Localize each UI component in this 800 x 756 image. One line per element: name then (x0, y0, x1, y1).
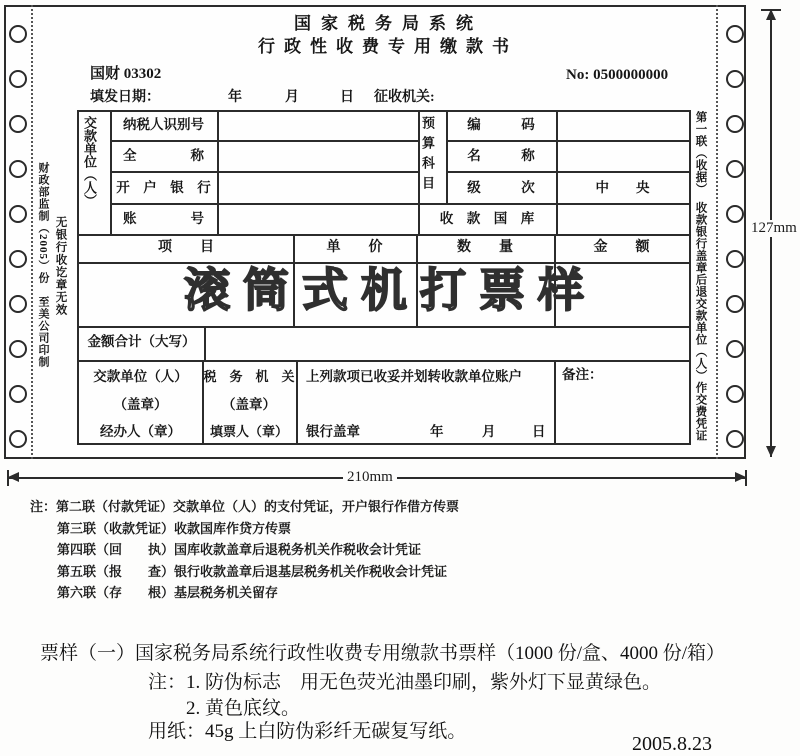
sprocket-hole (726, 70, 744, 88)
notes-prefix: 注： (30, 499, 57, 514)
note-line: 第四联（回 执）国库收款盖章后退税务机关作税收会计凭证 (57, 542, 422, 557)
sprocket-hole (726, 430, 744, 448)
caption-date: 2005.8.23 (632, 733, 712, 755)
unit-price-column-header: 单 价 (326, 240, 383, 255)
sprocket-hole (9, 340, 27, 358)
print-authority-strip: 财政部监制（2005）份 至美公司印制 (37, 162, 49, 368)
invalid-without-bank-seal-strip: 无银行收讫章无效 (54, 216, 67, 316)
year-label: 年 (430, 424, 444, 439)
month-label: 月 (482, 424, 496, 439)
day-label: 日 (340, 90, 354, 105)
sprocket-hole (726, 25, 744, 43)
table-line (77, 262, 689, 264)
form-title-line2: 行政性收费专用缴款书 (258, 37, 518, 56)
year-label: 年 (228, 90, 242, 105)
table-line (77, 443, 691, 445)
copies-notes-block (30, 496, 459, 604)
table-line (446, 140, 689, 142)
arrow-down-icon (766, 446, 776, 457)
table-line (77, 360, 689, 362)
sprocket-hole (9, 385, 27, 403)
table-line (554, 360, 556, 443)
table-line (110, 140, 418, 142)
bank-confirmation-text: 上列款项已收妥并划转收款单位账户 (306, 369, 522, 384)
payer-seal-title: 交款单位（人） (93, 369, 188, 384)
remark-label: 备注： (562, 367, 603, 382)
full-name-label: 全 称 (123, 148, 204, 163)
copy-one-receipt-strip: 第一联（收据） 收款银行盖章后退交款单位（人）作交费凭证 (694, 111, 707, 442)
note-line: 第五联（报 查）银行收款盖章后退基层税务机关作税收会计凭证 (57, 563, 448, 579)
caption-note1: 注：1. 防伪标志 用无色荧光油墨印刷，紫外灯下显黄绿色。 (148, 672, 662, 693)
arrow-right-icon (735, 472, 746, 482)
sprocket-hole (9, 160, 27, 178)
table-line (77, 234, 689, 236)
sprocket-hole (726, 160, 744, 178)
handler-seal-label: 经办人（章） (100, 424, 181, 439)
note-line: 第三联（收款凭证）收款国库作贷方传票 (57, 520, 292, 536)
tax-organ-title: 税 务 机 关 (203, 369, 295, 384)
payer-unit-side-label: 交款单位（人） (82, 116, 97, 207)
table-line (556, 110, 558, 234)
width-dimension-label: 210mm (343, 469, 397, 486)
quantity-column-header: 数 量 (457, 240, 513, 255)
budget-level-value: 中 央 (595, 180, 650, 195)
arrow-up-icon (766, 9, 776, 20)
tax-organ-stamp: （盖章） (222, 397, 276, 412)
table-line (110, 203, 689, 205)
item-column-header: 项 目 (158, 240, 214, 255)
caption-note2: 2. 黄色底纹。 (186, 698, 301, 719)
serial-number: No: 0500000000 (566, 67, 669, 83)
table-line (110, 171, 418, 173)
opening-bank-label: 开 户 银 行 (116, 180, 211, 195)
payer-seal-stamp: （盖章） (113, 397, 168, 412)
note-text: 第二联（付款凭证）交款单位（人）的支付凭证，开户银行作借方传票 (56, 499, 460, 514)
budget-level-label: 级 次 (467, 180, 535, 195)
table-line (217, 110, 219, 234)
perforation-line-left (31, 5, 33, 459)
bank-seal-label: 银行盖章 (306, 424, 360, 439)
sprocket-hole (726, 250, 744, 268)
collecting-organ-label: 征收机关: (374, 90, 435, 105)
month-label: 月 (285, 90, 299, 105)
account-number-label: 账 号 (123, 211, 204, 226)
table-line (77, 110, 691, 112)
sprocket-hole (9, 295, 27, 313)
caption-paper-spec: 用纸：45g 上白防伪彩纤无碳复写纸。 (148, 721, 467, 742)
note-line: 第六联（存 根）基层税务机关留存 (57, 585, 279, 600)
height-dimension-label: 127mm (747, 220, 800, 237)
note-line (30, 496, 459, 518)
sprocket-hole (9, 70, 27, 88)
table-line (446, 171, 689, 173)
caption-title: 票样（一）国家税务局系统行政性收费专用缴款书票样（1000 份/盒、4000 份/箱） (40, 643, 726, 664)
sprocket-hole (9, 430, 27, 448)
table-line (204, 326, 206, 360)
table-line (296, 360, 298, 443)
machine-printed-sample-overlay: 滚筒式机打票样 (184, 265, 597, 316)
taxpayer-id-label: 纳税人识别号 (123, 117, 204, 132)
budget-subject-side-label: 预算科目 (420, 116, 435, 196)
sprocket-hole (726, 385, 744, 403)
sprocket-hole (9, 205, 27, 223)
sprocket-hole (726, 205, 744, 223)
sprocket-hole (726, 115, 744, 133)
form-code: 国财 03302 (90, 66, 162, 82)
arrow-left-icon (8, 472, 19, 482)
form-title-line1: 国家税务局系统 (294, 14, 483, 33)
fill-date-label: 填发日期： (90, 90, 160, 105)
ticket-filler-seal-label: 填票人（章） (209, 424, 288, 439)
day-label: 日 (532, 424, 546, 439)
budget-name-label: 名 称 (467, 148, 535, 163)
total-amount-words-label: 金额合计（大写） (87, 334, 196, 349)
budget-code-label: 编 码 (467, 117, 535, 132)
perforation-line-right (716, 5, 718, 459)
sprocket-hole (9, 25, 27, 43)
table-line (689, 110, 691, 445)
sprocket-hole (9, 250, 27, 268)
receiving-treasury-label: 收 款 国 库 (439, 211, 535, 226)
sprocket-hole (9, 115, 27, 133)
sprocket-hole (726, 340, 744, 358)
amount-column-header: 金 额 (593, 240, 650, 255)
sprocket-hole (726, 295, 744, 313)
table-line (77, 326, 689, 328)
